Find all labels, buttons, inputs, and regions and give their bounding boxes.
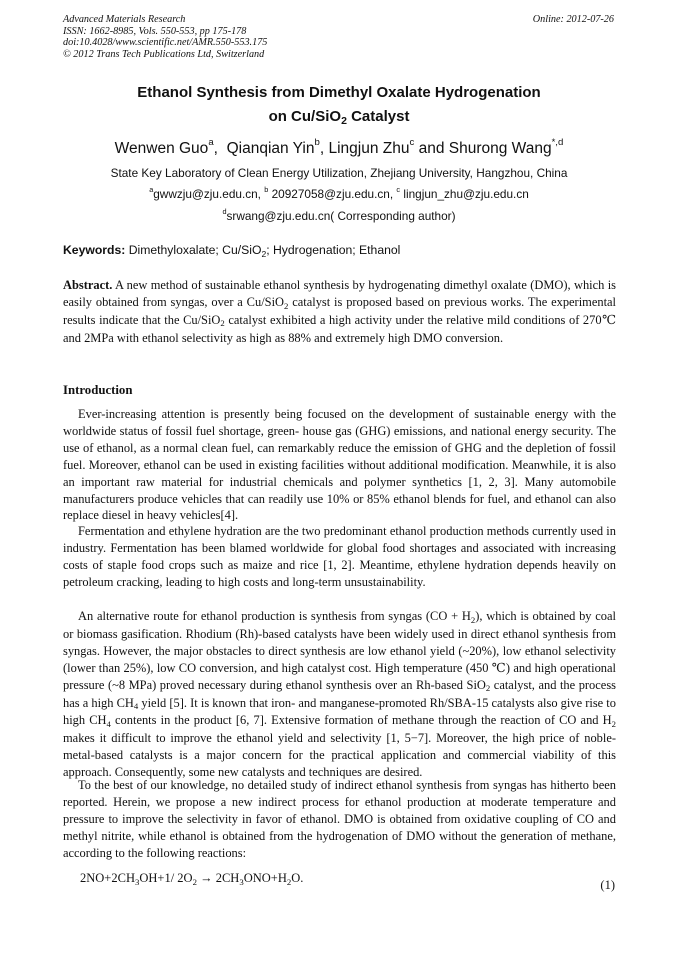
keywords: Keywords: Dimethyloxalate; Cu/SiO$_2$; Hydrogenation; Ethanol: [63, 243, 401, 259]
author: Qianqian Yin$^b$,: [226, 137, 329, 157]
corresponding-email: $^d$srwang@zju.edu.cn( Corresponding author): [222, 206, 456, 223]
paper-title-line-1: Ethanol Synthesis from Dimethyl Oxalate Hydrogenation: [137, 84, 541, 101]
journal-name: Advanced Materials Research: [63, 14, 186, 25]
author: Shurong Wang$^{*,d}$: [448, 137, 564, 157]
email-b: 20927058@zju.edu.cn,: [271, 187, 394, 201]
online-date: Online: 2012-07-26: [532, 14, 614, 25]
equation-number: (1): [600, 878, 615, 892]
author: Lingjun Zhu$^c$ and: [328, 137, 449, 157]
copyright-line: © 2012 Trans Tech Publications Ltd, Switzerland: [63, 48, 265, 60]
abstract-text: A new method of sustainable ethanol synthesis by hydrogenating dimethyl oxalate (DMO), which is easily obtained from syngas, over a Cu/SiO$_2$ catalyst is proposed based on previous works. The experimental results indicate that the Cu/SiO$_2$ catalyst exhibited a high activity under the relative mild conditions of 270℃ and 2MPa with ethanol selectivity as high as 88% and extremely high DMO conversion.: [63, 278, 616, 345]
journal-header: [63, 14, 267, 60]
equation-1: $2NO+2CH_3OH+1/$ $2O_2 \to 2CH_3ONO+H_2O$.: [80, 871, 304, 887]
abstract: [63, 277, 616, 347]
intro-paragraph-1: Ever-increasing attention is presently being focused on the development of sustainable energy with the worldwide status of fossil fuel shortage, green- house gas (GHG) emissions, and national energy security. The use of ethanol, as a normal clean fuel, can remarkably reduce the emission of GHG and the depletion of fossil fuel. Moreover, ethanol can be used in existing facilities without additional modification. Meanwhile, it is also an important raw material for industrial chemicals and polymer synthetics [1, 2, 3]. Many automobile manufacturers produce vehicles that can readily use 10% or 85% ethanol blends for fuel, and ethanol can also replace diesel in heavy vehicles[4].: [63, 407, 616, 523]
doi-line: doi:10.4028/www.scientific.net/AMR.550-553.175: [63, 37, 268, 49]
section-heading-introduction: Introduction: [63, 383, 133, 397]
intro-paragraph-4: To the best of our knowledge, no detailed study of indirect ethanol synthesis from syngas has hitherto been reported. Herein, we propose a new indirect process for ethanol production at moderate temperature and pressure to improve the selectivity in favor of ethanol. DMO is obtained from oxidative coupling of CO and methyl nitrite, while ethanol is obtained from the hydrogenation of DMO without the generation of methane, according to the following reactions:: [63, 778, 616, 860]
paper-title-line-2: on Cu/SiO$_2$ Catalyst: [268, 108, 410, 128]
email-a: gwwzju@zju.edu.cn,: [153, 187, 261, 201]
affiliation: State Key Laboratory of Clean Energy Utilization, Zhejiang University, Hangzhou, China: [110, 166, 568, 180]
intro-paragraph-2: Fermentation and ethylene hydration are the two predominant ethanol production methods currently used in industry. Fermentation has been blamed worldwide for global food shortages and associated with increasing costs of staple food crops such as maize and rice [1, 2]. Meantime, ethylene hydration depends heavily on petroleum cracking, leading to high costs and long-term unsustainability.: [63, 524, 616, 589]
abstract-label: Abstract.: [63, 278, 113, 292]
author: Wenwen Guo$^a$,: [114, 137, 227, 157]
author-list: [0, 137, 678, 158]
author-emails: $^a$gwwzju@zju.edu.cn, $^b$ 20927058@zju.edu.cn, $^c$ lingjun_zhu@zju.edu.cn: [149, 184, 529, 201]
intro-paragraph-3: An alternative route for ethanol production is synthesis from syngas $(CO + H_2)$, which is obtained by coal or biomass gasification. Rhodium (Rh)-based catalysts have been widely used in direct ethanol synthesis from syngas. However, the major obstacles to direct synthesis are low ethanol yield (~20%), low ethanol selectivity (lower than 25%), low CO conversion, and high catalyst cost. High temperature (450 ℃) and high operational pressure (~8 MPa) proved necessary during ethanol synthesis over an Rh-based SiO$_2$ catalyst, and the process has a high $CH_4$ yield [5]. It is known that iron- and manganese-promoted Rh/SBA-15 catalysts also give rise to high $CH_4$ contents in the product [6, 7]. Extensive formation of methane through the reaction of CO and $H_2$ makes it difficult to improve the ethanol yield and selectivity [1, 5−7]. Moreover, the high price of noble-metal-based catalysts is a major concern for the practical application and commercial viability of this approach. Consequently, some new catalysts and techniques are desired.: [63, 609, 617, 780]
email-c: lingjun_zhu@zju.edu.cn: [403, 187, 529, 201]
issn-line: ISSN: 1662-8985, Vols. 550-553, pp 175-178: [63, 25, 247, 37]
